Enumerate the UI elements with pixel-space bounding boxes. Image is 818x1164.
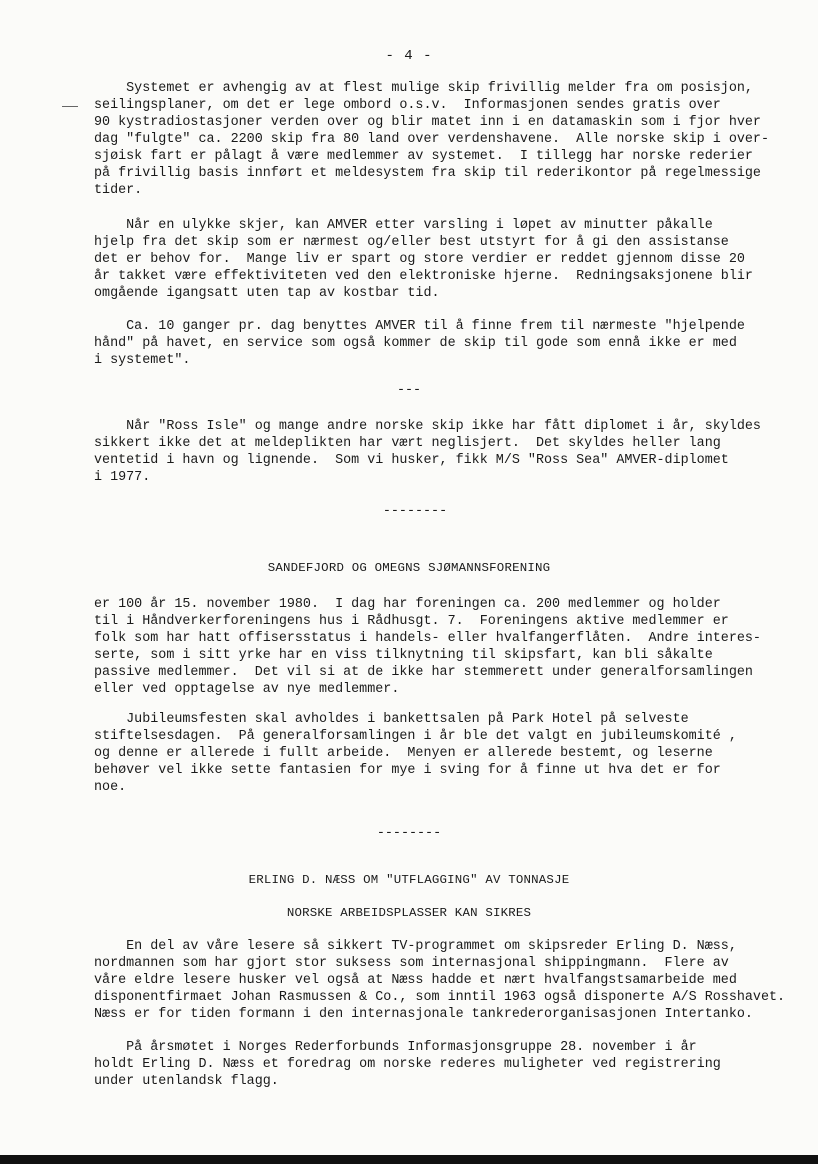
heading-erling-naess: ERLING D. NÆSS OM "UTFLAGGING" AV TONNASJE: [248, 873, 570, 887]
paragraph-aarsmoetet: På årsmøtet i Norges Rederforbunds Informasjonsgruppe 28. november i år holdt Erling D. Næss et foredrag om norske rederes muligheter ved registrering under utenlandsk flagg.: [94, 1040, 721, 1089]
scan-edge-bar: [0, 1155, 818, 1164]
paragraph-jubileum: Jubileumsfesten skal avholdes i bankettsalen på Park Hotel på selveste stiftelsesdagen. På generalforsamlingen i år ble det valgt en jubileumskomité , og denne er allerede i fullt arbeide. Menyen er allerede bestemt, og leserne behøver vel ikke sette fantasien for mye i sving for å finne ut hva det er for noe.: [94, 712, 737, 795]
paragraph-amver-rescue: Når en ulykke skjer, kan AMVER etter varsling i løpet av minutter påkalle hjelp fra det skip som er nærmest og/eller best utstyrt for å gi den assistanse det er behov for. Mange liv er spart og store verdier er reddet gjennom disse 20 år takket være effektiviteten ved den elektroniske hjerne. Redningsaksjonene blir omgående igangsatt uten tap av kostbar tid.: [94, 218, 753, 301]
separator-long: --------: [382, 504, 448, 519]
separator-short: ---: [396, 383, 422, 398]
paragraph-tv-programmet: En del av våre lesere så sikkert TV-programmet om skipsreder Erling D. Næss, nordmannen som har gjort stor suksess som internasjonal shippingmann. Flere av våre eldre lesere husker vel også at Næss hadde et nært hvalfangstsamarbeide med disponentfirmaet Johan Rasmussen & Co., som inntil 1963 også disponerte A/S Rosshavet. Næss er for tiden formann i den internasjonale tankrederorganisasjonen Intertanko.: [94, 939, 786, 1022]
heading-arbeidsplasser: NORSKE ARBEIDSPLASSER KAN SIKRES: [286, 906, 532, 920]
separator-long-2: --------: [376, 826, 442, 841]
heading-sandefjord: SANDEFJORD OG OMEGNS SJØMANNSFORENING: [267, 561, 551, 575]
margin-mark: [62, 106, 78, 107]
paragraph-foreningen: er 100 år 15. november 1980. I dag har foreningen ca. 200 medlemmer og holder til i Håndverkerforeningens hus i Rådhusgt. 7. Foreningens aktive medlemmer er folk som har hatt offisersstatus i handels- eller hvalfangerflåten. Andre interes- serte, som i sitt yrke har en viss tilknytning til skipsfart, kan bli såkalte passive medlemmer. Det vil si at de ikke har stemmerett under generalforsamlingen eller ved opptagelse av nye medlemmer.: [94, 597, 761, 697]
page-number: - 4 -: [385, 48, 433, 64]
paragraph-amver-service: Ca. 10 ganger pr. dag benyttes AMVER til å finne frem til nærmeste "hjelpende hånd" på havet, en service som også kommer de skip til gode som ennå ikke er med i systemet".: [94, 319, 745, 368]
paragraph-ross-isle: Når "Ross Isle" og mange andre norske skip ikke har fått diplomet i år, skyldes sikkert ikke det at meldeplikten har vært neglisjert. Det skyldes heller lang ventetid i havn og lignende. Som vi husker, fikk M/S "Ross Sea" AMVER-diplomet i 1977.: [94, 419, 761, 485]
paragraph-amver-system: Systemet er avhengig av at flest mulige skip frivillig melder fra om posisjon, seilingsplaner, om det er lege ombord o.s.v. Informasjonen sendes gratis over 90 kystradiostasjoner verden over og blir matet inn i en datamaskin som i fjor hver dag "fulgte" ca. 2200 skip fra 80 land over verdenshavene. Alle norske skip i over- sjøisk fart er pålagt å være medlemmer av systemet. I tillegg har norske rederier på frivillig basis innført et meldesystem fra skip til rederikontor på regelmessige tider.: [94, 81, 769, 198]
